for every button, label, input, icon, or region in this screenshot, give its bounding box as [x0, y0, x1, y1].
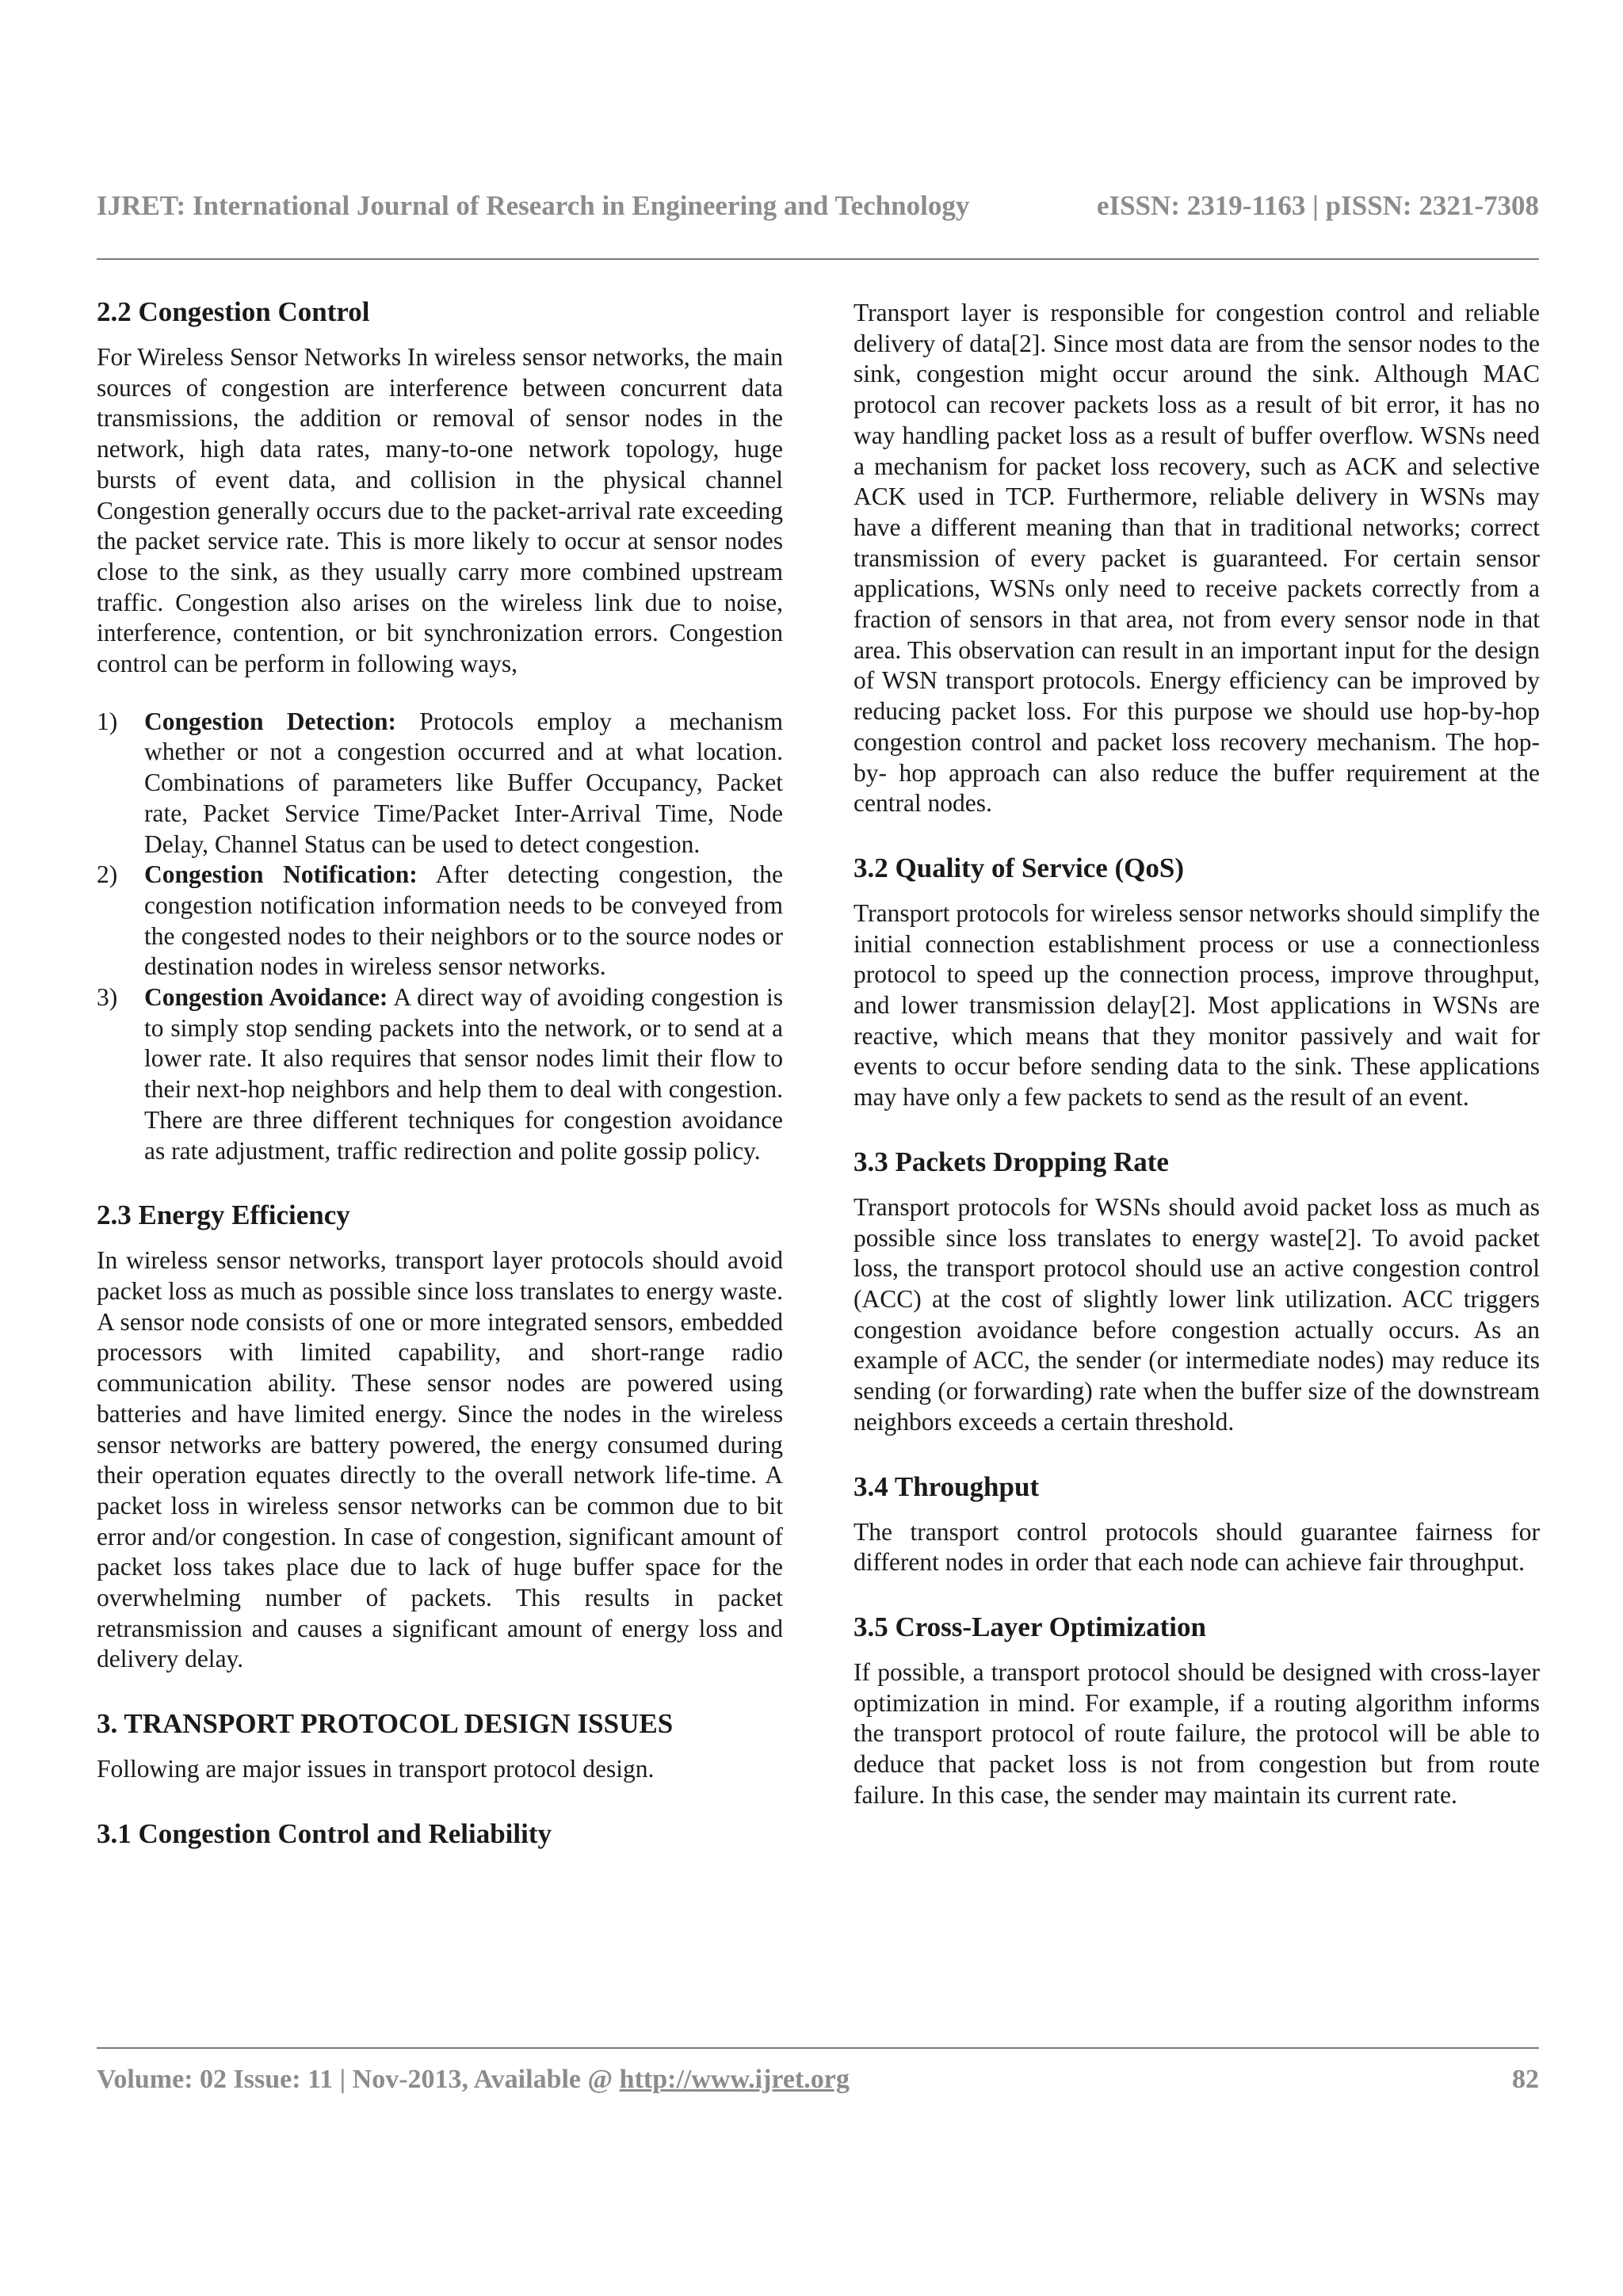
list-text: After detecting congestion, the congestion notification information needs to be conveyed from the congested nodes to their neighbors or to the source nodes or destination nodes in wireless sensor networks.	[144, 860, 783, 981]
right-column	[854, 298, 1540, 1810]
section-3-4-text: The transport control protocols should guarantee fairness for different nodes in order that each node can achieve fair throughput.	[854, 1517, 1540, 1577]
congestion-list	[97, 707, 783, 1167]
volume-text: Volume: 02 Issue: 11 | Nov-2013, Available @	[97, 2065, 620, 2094]
list-number: 2)	[97, 860, 118, 889]
header-rule	[97, 258, 1539, 260]
section-3-1-text: Transport layer is responsible for congestion control and reliable delivery of data[2]. Since most data are from the sensor nodes to the sink, congestion might occur around the sink. Although MAC protocol can recover packets loss as a result of bit error, it has no way handling packet loss as a result of buffer overflow. WSNs need a mechanism for packet loss recovery, such as ACK and selective ACK used in TCP. Furthermore, reliable delivery in WSNs may have a different meaning than that in traditional networks; correct transmission of every packet is guaranteed. For certain sensor applications, WSNs only need to receive packets correctly from a fraction of sensors in that area, not from every sensor node in that area. This observation can result in an important input for the design of WSN transport protocols. Energy efficiency can be improved by reducing packet loss. For this purpose we should use hop-by-hop congestion control and packet loss recovery mechanism. The hop-by- hop approach can also reduce the buffer requirement at the central nodes.	[854, 299, 1540, 818]
footer-rule	[97, 2047, 1539, 2049]
page-footer	[97, 2065, 1539, 2095]
list-text: Protocols employ a mechanism whether or not a congestion occurred and at what location. Combinations of parameters like Buffer Occupancy, Packet rate, Packet Service Time/Packet Inter-Arrival Time, Node Delay, Channel Status can be used to detect congestion.	[144, 707, 783, 858]
list-term: Congestion Notification:	[144, 860, 418, 889]
section-3-4-title: 3.4 Throughput	[854, 1470, 1040, 1502]
section-3-1-title: 3.1 Congestion Control and Reliability	[97, 1817, 552, 1849]
list-term: Congestion Detection:	[144, 707, 396, 735]
section-3-5-title: 3.5 Cross-Layer Optimization	[854, 1611, 1206, 1642]
section-3-3-title: 3.3 Packets Dropping Rate	[854, 1146, 1169, 1177]
list-item	[97, 982, 783, 1166]
list-text: A direct way of avoiding congestion is to simply stop sending packets into the network, or to send at a lower rate. It also requires that sensor nodes limit their flow to their next-hop neighbors and help them to deal with congestion. There are three different techniques for congestion avoidance as rate adjustment, traffic redirection and polite gossip policy.	[144, 983, 783, 1165]
page-header	[97, 190, 1539, 222]
section-2-3-text: In wireless sensor networks, transport layer protocols should avoid packet loss as much as possible since loss translates to energy waste. A sensor node consists of one or more integrated sensors, embedded processors with limited capability, and short-range radio communication ability. These sensor nodes are powered using batteries and have limited energy. Since the nodes in the wireless sensor networks are battery powered, the energy consumed during their operation equates directly to the overall network life-time. A packet loss in wireless sensor networks can be common due to bit error and/or congestion. In case of congestion, significant amount of packet loss takes place due to lack of huge buffer space for the overwhelming number of packets. This results in packet retransmission and causes a significant amount of energy loss and delivery delay.	[97, 1246, 783, 1673]
section-3-2-text: Transport protocols for wireless sensor networks should simplify the initial connection establishment process or use a connectionless protocol to speed up the connection process, improve throughput, and lower transmission delay[2]. Most applications in WSNs are reactive, which means that they monitor passively and wait for events to occur before sending data to the sink. These applications may have only a few packets to send as the result of an event.	[854, 898, 1540, 1112]
section-2-2-text: For Wireless Sensor Networks In wireless sensor networks, the main sources of congestion are interference between concurrent data transmissions, the addition or removal of sensor nodes in the network, high data rates, many-to-one network topology, huge bursts of event data, and collision in the physical channel Congestion generally occurs due to the packet-arrival rate exceeding the packet service rate. This is more likely to occur at sensor nodes close to the sink, as they usually carry more combined upstream traffic. Congestion also arises on the wireless link due to noise, interference, contention, or bit synchronization errors. Congestion control can be perform in following ways,	[97, 343, 784, 678]
page-number: 82	[1512, 2065, 1539, 2094]
left-column	[97, 295, 783, 1864]
section-3-title: 3. TRANSPORT PROTOCOL DESIGN ISSUES	[97, 1708, 674, 1740]
list-number: 1)	[97, 707, 118, 735]
section-2-2-title: 2.2 Congestion Control	[97, 296, 370, 327]
list-item	[97, 860, 783, 982]
footer-volume	[97, 2065, 850, 2095]
list-term: Congestion Avoidance:	[144, 983, 388, 1012]
section-3-2-title: 3.2 Quality of Service (QoS)	[854, 852, 1185, 883]
section-3-3-text: Transport protocols for WSNs should avoid packet loss as much as possible since loss translates to energy waste[2]. To avoid packet loss, the transport protocol should use an active congestion control (ACC) at the cost of slightly lower link utilization. ACC triggers congestion avoidance before congestion actually occurs. As an example of ACC, the sender (or intermediate nodes) may reduce its sending (or forwarding) rate when the buffer size of the downstream neighbors exceeds a certain threshold.	[854, 1192, 1540, 1436]
list-item	[97, 707, 783, 860]
section-3-text: Following are major issues in transport protocol design.	[97, 1755, 655, 1783]
list-number: 3)	[97, 983, 118, 1012]
journal-title: IJRET: International Journal of Research in Engineering and Technology	[97, 190, 970, 221]
section-2-3-title: 2.3 Energy Efficiency	[97, 1199, 350, 1231]
issn-info: eISSN: 2319-1163 | pISSN: 2321-7308	[1096, 190, 1539, 221]
journal-link[interactable]: http://www.ijret.org	[619, 2065, 850, 2094]
section-3-5-text: If possible, a transport protocol should be designed with cross-layer optimization in mind. For example, if a routing algorithm informs the transport protocol of route failure, the protocol will be able to deduce that packet loss is not from congestion but from route failure. In this case, the sender may maintain its current rate.	[854, 1657, 1540, 1809]
